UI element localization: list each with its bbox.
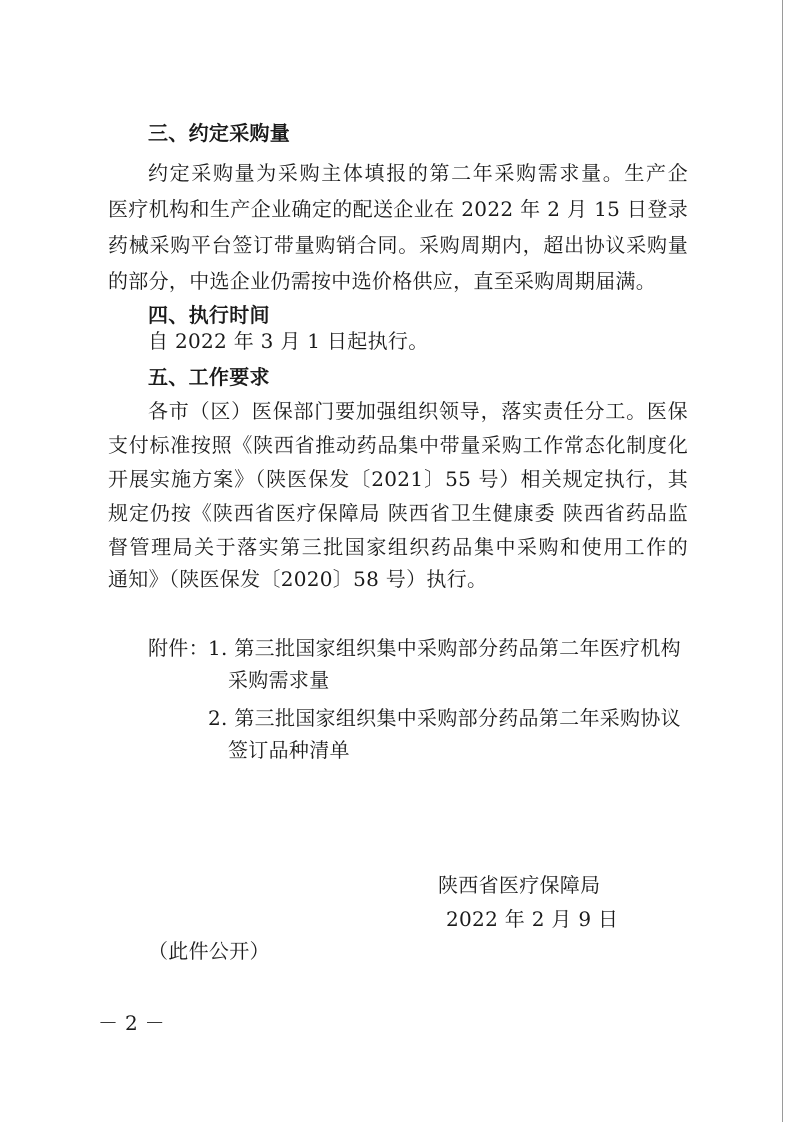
attachments-label: 附件： — [148, 636, 209, 660]
section-3-line-4: 的部分，中选企业仍需按中选价格供应，直至采购周期届满。 — [108, 269, 657, 293]
section-5-line-4: 规定仍按《陕西省医疗保障局 陕西省卫生健康委 陕西省药品监 — [108, 501, 688, 525]
signature-organization: 陕西省医疗保障局 — [438, 873, 601, 897]
section-3-line-3: 药械采购平台签订带量购销合同。采购周期内，超出协议采购量 — [108, 233, 688, 257]
disclosure-note: （此件公开） — [148, 939, 270, 963]
page-number: － 2 － — [98, 1011, 165, 1035]
attachment-1-line-1: 1. 第三批国家组织集中采购部分药品第二年医疗机构 — [208, 636, 681, 660]
attachment-2-line-1: 2. 第三批国家组织集中采购部分药品第二年采购协议 — [208, 706, 681, 730]
section-3-line-2: 医疗机构和生产企业确定的配送企业在 2022 年 2 月 15 日登录 — [108, 197, 688, 221]
signature-date: 2022 年 2 月 9 日 — [446, 907, 619, 931]
section-3-heading: 三、约定采购量 — [148, 121, 291, 145]
section-5-line-6: 通知》（陕医保发〔2020〕58 号）执行。 — [108, 567, 488, 591]
section-5-line-3: 开展实施方案》（陕医保发〔2021〕55 号）相关规定执行，其 — [108, 467, 688, 491]
attachment-1-line-2: 采购需求量 — [228, 668, 330, 692]
section-3-line-1: 约定采购量为采购主体填报的第二年采购需求量。生产企 — [148, 161, 688, 185]
section-5-line-1: 各市（区）医保部门要加强组织领导，落实责任分工。医保 — [148, 399, 688, 423]
section-4-line-1: 自 2022 年 3 月 1 日起执行。 — [148, 329, 429, 353]
section-5-line-2: 支付标准按照《陕西省推动药品集中带量采购工作常态化制度化 — [108, 433, 688, 457]
section-4-heading: 四、执行时间 — [148, 303, 270, 327]
section-5-heading: 五、工作要求 — [148, 365, 270, 389]
scan-edge-line — [782, 0, 783, 1122]
section-5-line-5: 督管理局关于落实第三批国家组织药品集中采购和使用工作的 — [108, 535, 688, 559]
attachment-2-line-2: 签订品种清单 — [228, 738, 350, 762]
